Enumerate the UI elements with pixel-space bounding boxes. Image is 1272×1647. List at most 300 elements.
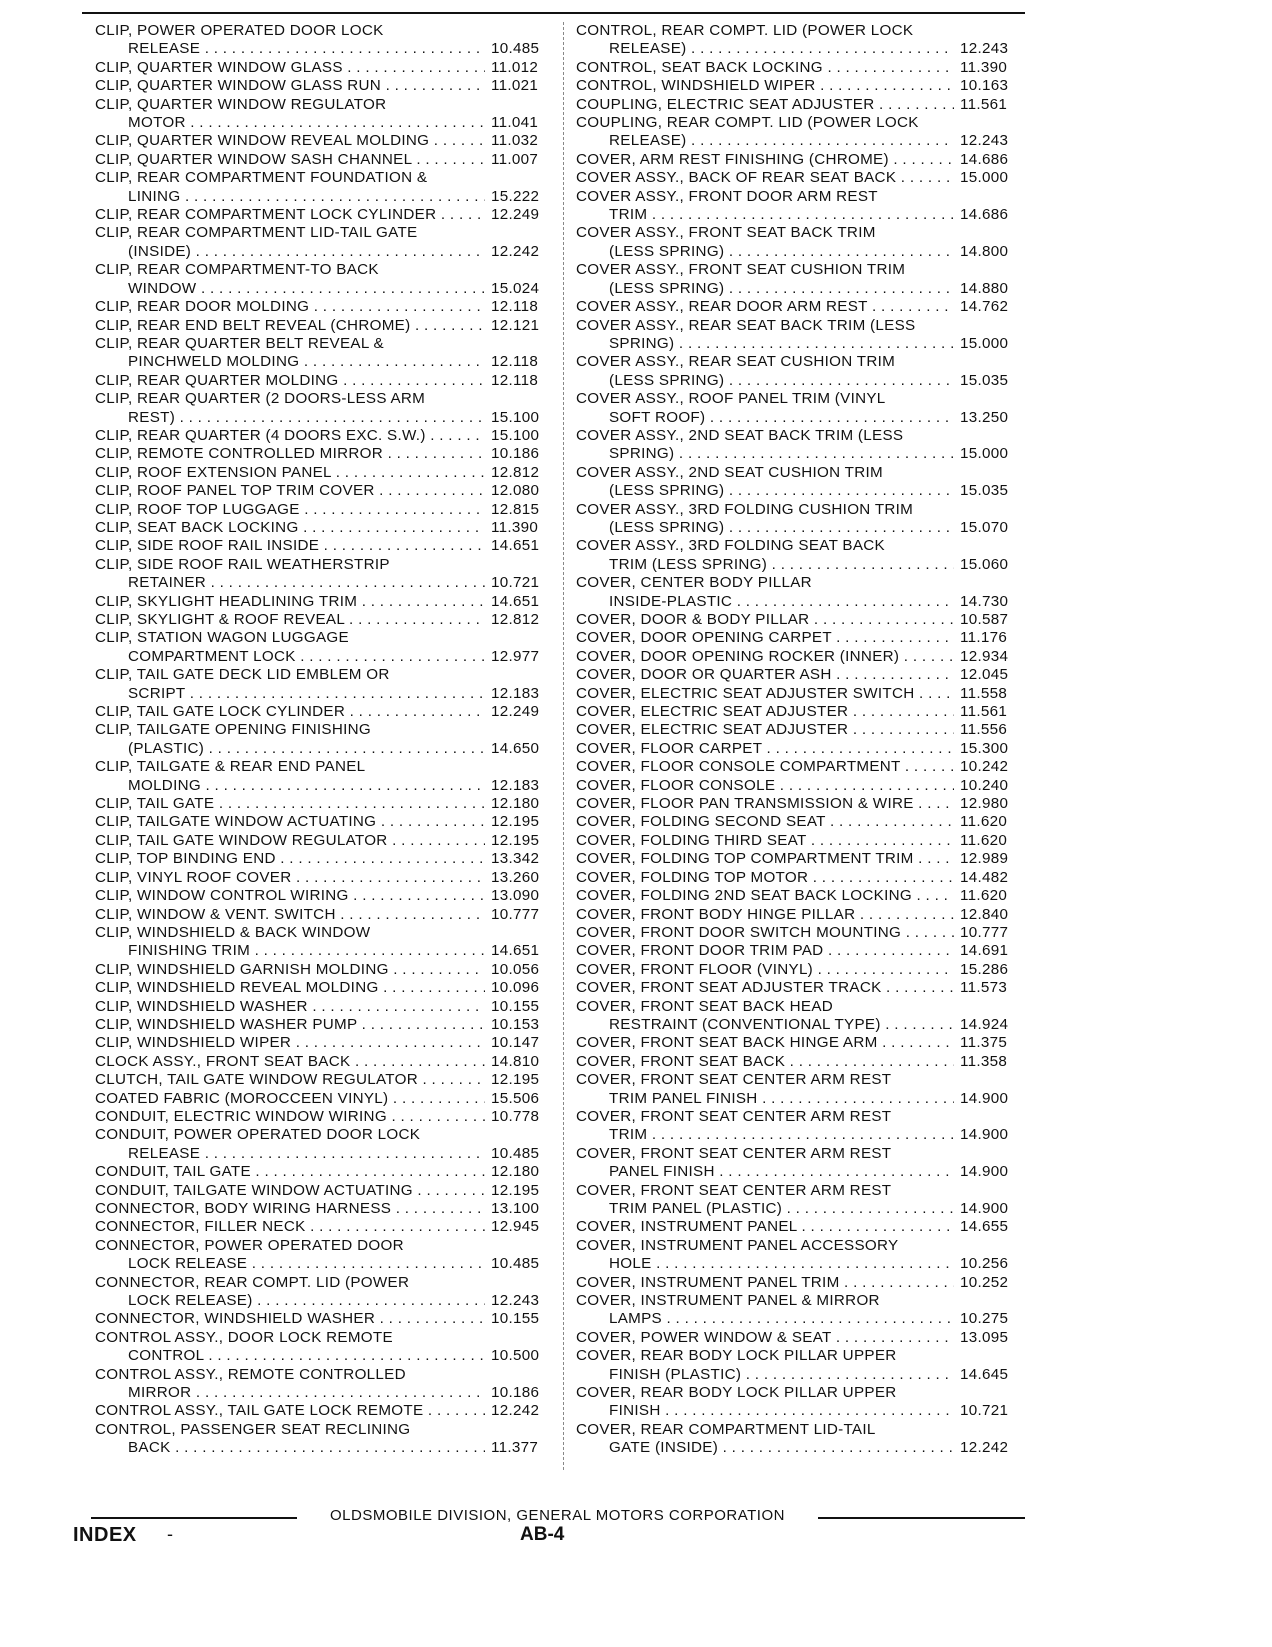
entry-text-line: CONTROL, PASSENGER SEAT RECLINING [95,1420,411,1438]
index-entry [95,59,555,77]
entry-reference-number: 14.651 [491,942,540,960]
entry-reference-number: 14.810 [491,1052,540,1070]
entry-text-line: CONNECTOR, WINDSHIELD WASHER . . . [95,1310,485,1328]
entry-reference-number: 14.924 [960,1015,1009,1033]
entry-text-line: CLIP, REAR QUARTER (2 DOORS-LESS ARM [95,390,426,408]
entry-text-line: COVER ASSY., ROOF PANEL TRIM (VINYL [576,390,886,408]
index-entry [95,482,555,500]
index-entry [576,758,1024,776]
entry-text-line: CONNECTOR, FILLER NECK . . . [95,1218,485,1236]
index-entry [576,685,1024,703]
entry-reference-number: 15.000 [960,169,1009,187]
entry-text-line: COVER, FLOOR PAN TRANSMISSION & WIRE . . . [576,795,954,813]
entry-text-line: CLIP, QUARTER WINDOW SASH CHANNEL . . . [95,151,485,169]
entry-text-line: CONTROL, WINDSHIELD WIPER . . . [576,77,954,95]
entry-text-line: CONTROL ASSY., REMOTE CONTROLLED [95,1365,406,1383]
entry-text-line: PINCHWELD MOLDING . . . [128,353,485,371]
index-entry [95,464,555,482]
entry-text-line: COMPARTMENT LOCK . . . [128,648,485,666]
entry-text-line: COVER, FOLDING TOP MOTOR . . . [576,869,954,887]
footer-rule-right [818,1517,1025,1519]
index-entry [95,427,555,445]
index-entry [95,151,555,169]
index-entry [95,832,555,850]
index-entry [576,740,1024,758]
index-entry [95,593,555,611]
entry-text-line: CLIP, REAR DOOR MOLDING . . . [95,298,485,316]
entry-text-line: COVER, ELECTRIC SEAT ADJUSTER . . . [576,703,954,721]
entry-text-line: COVER, FRONT SEAT CENTER ARM REST [576,1144,892,1162]
entry-text-line: COVER, FRONT SEAT BACK HEAD [576,997,834,1015]
entry-text-line: GATE (INSIDE) . . . [609,1439,954,1457]
index-entry [576,1292,1024,1329]
entry-text-line: COVER ASSY., BACK OF REAR SEAT BACK . . . [576,169,954,187]
entry-text-line: LOCK RELEASE . . . [128,1255,485,1273]
entry-text-line: CONTROL, REAR COMPT. LID (POWER LOCK [576,22,914,39]
entry-reference-number: 11.390 [491,518,539,536]
index-entry [95,390,555,427]
entry-text-line: COVER, REAR COMPARTMENT LID-TAIL [576,1420,876,1438]
index-column-left [95,22,555,1458]
entry-reference-number: 10.777 [491,905,540,923]
entry-reference-number: 14.651 [491,537,540,555]
entry-reference-number: 10.485 [491,1144,540,1162]
entry-text-line: COVER, ELECTRIC SEAT ADJUSTER SWITCH . . . [576,685,954,703]
entry-text-line: (LESS SPRING) . . . [609,519,954,537]
entry-reference-number: 14.655 [960,1218,1009,1236]
entry-reference-number: 10.155 [491,1310,540,1328]
index-entry [95,372,555,390]
entry-text-line: CLIP, QUARTER WINDOW REGULATOR [95,95,387,113]
footer-mark: - [167,1524,173,1544]
entry-text-line: CLIP, SIDE ROOF RAIL WEATHERSTRIP [95,555,390,573]
entry-reference-number: 14.900 [960,1126,1009,1144]
entry-text-line: CLIP, WINDSHIELD GARNISH MOLDING . . . [95,961,485,979]
index-entry [95,132,555,150]
index-entry [576,1182,1024,1219]
entry-text-line: (LESS SPRING) . . . [609,280,954,298]
entry-reference-number: 10.256 [960,1255,1009,1273]
entry-text-line: HOLE . . . [609,1255,954,1273]
index-entry [576,317,1024,354]
entry-reference-number: 12.183 [491,776,540,794]
entry-text-line: MIRROR . . . [128,1384,485,1402]
index-entry [95,1090,555,1108]
entry-text-line: CLIP, TOP BINDING END . . . [95,850,485,868]
entry-reference-number: 10.056 [491,960,540,978]
entry-reference-number: 10.163 [960,77,1009,95]
entry-text-line: COVER, INSTRUMENT PANEL . . . [576,1218,954,1236]
entry-reference-number: 12.180 [491,1163,540,1181]
entry-reference-number: 14.880 [960,279,1009,297]
entry-text-line: CLIP, REAR END BELT REVEAL (CHROME) . . . [95,317,485,335]
index-entry [576,1034,1024,1052]
entry-text-line: COVER ASSY., REAR DOOR ARM REST . . . [576,298,954,316]
entry-reference-number: 12.195 [491,813,540,831]
entry-text-line: COVER, ELECTRIC SEAT ADJUSTER . . . [576,721,954,739]
entry-reference-number: 10.485 [491,40,540,58]
entry-text-line: FINISH (PLASTIC) . . . [609,1366,954,1384]
entry-text-line: COVER, FLOOR CONSOLE COMPARTMENT . . . [576,758,954,776]
index-entry [95,22,555,59]
entry-text-line: CLIP, QUARTER WINDOW GLASS . . . [95,59,485,77]
index-entry [95,961,555,979]
entry-text-line: CONDUIT, ELECTRIC WINDOW WIRING . . . [95,1108,485,1126]
entry-reference-number: 12.840 [960,905,1009,923]
index-entry [576,298,1024,316]
entry-reference-number: 15.035 [960,371,1009,389]
entry-reference-number: 11.620 [960,813,1008,831]
entry-text-line: COUPLING, ELECTRIC SEAT ADJUSTER . . . [576,96,954,114]
entry-reference-number: 11.556 [960,721,1008,739]
index-entry [95,1402,555,1420]
entry-reference-number: 11.007 [491,150,539,168]
page-number: AB-4 [520,1524,565,1545]
entry-text-line: CLIP, QUARTER WINDOW REVEAL MOLDING . . . [95,132,485,150]
index-entry [576,611,1024,629]
index-entry [576,224,1024,261]
entry-reference-number: 12.045 [960,666,1009,684]
entry-text-line: PANEL FINISH . . . [609,1163,954,1181]
entry-text-line: CLIP, SIDE ROOF RAIL INSIDE . . . [95,537,485,555]
entry-text-line: COVER, FOLDING SECOND SEAT . . . [576,813,954,831]
index-entry [576,1237,1024,1274]
entry-text-line: CLIP, WINDSHIELD WIPER . . . [95,1034,485,1052]
entry-reference-number: 14.800 [960,242,1009,260]
entry-reference-number: 12.080 [491,482,540,500]
entry-reference-number: 15.286 [960,960,1009,978]
index-entry [95,1329,555,1366]
entry-text-line: COVER, CENTER BODY PILLAR [576,574,812,592]
entry-text-line: MOTOR . . . [128,114,485,132]
index-entry [95,298,555,316]
entry-reference-number: 14.686 [960,206,1009,224]
entry-reference-number: 12.815 [491,500,540,518]
index-entry [95,1108,555,1126]
entry-text-line: TRIM PANEL FINISH . . . [609,1090,954,1108]
entry-text-line: COVER, FRONT DOOR SWITCH MOUNTING . . . [576,924,954,942]
entry-reference-number: 10.721 [960,1402,1009,1420]
entry-text-line: CLIP, TAIL GATE DECK LID EMBLEM OR [95,666,390,684]
entry-text-line: COVER, FOLDING 2ND SEAT BACK LOCKING . . . [576,887,954,905]
entry-text-line: CONTROL, SEAT BACK LOCKING . . . [576,59,954,77]
entry-reference-number: 12.812 [491,463,540,481]
entry-text-line: INSIDE-PLASTIC . . . [609,593,954,611]
index-entry [576,1347,1024,1384]
entry-text-line: TRIM . . . [609,206,954,224]
entry-reference-number: 15.222 [491,187,540,205]
index-entry [576,390,1024,427]
entry-reference-number: 14.900 [960,1163,1009,1181]
index-entry [95,1366,555,1403]
index-entry [576,666,1024,684]
index-entry [95,1237,555,1274]
entry-reference-number: 12.118 [491,298,539,316]
entry-reference-number: 14.650 [491,739,540,757]
entry-text-line: LAMPS . . . [609,1310,954,1328]
index-entry [95,906,555,924]
entry-text-line: CLIP, WINDOW & VENT. SWITCH . . . [95,906,485,924]
entry-reference-number: 11.012 [491,58,539,76]
index-entry [576,832,1024,850]
entry-reference-number: 12.249 [491,206,540,224]
index-entry [95,1182,555,1200]
index-entry [95,445,555,463]
entry-text-line: CLIP, REAR QUARTER MOLDING . . . [95,372,485,390]
entry-reference-number: 13.342 [491,850,540,868]
entry-text-line: (LESS SPRING) . . . [609,482,954,500]
index-entry [576,979,1024,997]
index-entry [95,1071,555,1089]
entry-text-line: RESTRAINT (CONVENTIONAL TYPE) . . . [609,1016,954,1034]
index-entry [576,648,1024,666]
entry-reference-number: 10.240 [960,776,1009,794]
entry-text-line: CONDUIT, TAIL GATE . . . [95,1163,485,1181]
entry-text-line: COVER, FRONT FLOOR (VINYL) . . . [576,961,954,979]
entry-reference-number: 12.118 [491,371,539,389]
index-entry [576,169,1024,187]
index-entry [95,1034,555,1052]
index-entry [576,353,1024,390]
index-entry [95,813,555,831]
publisher-line: OLDSMOBILE DIVISION, GENERAL MOTORS CORPORATION [330,1507,785,1524]
entry-text-line: CONDUIT, TAILGATE WINDOW ACTUATING . . . [95,1182,485,1200]
entry-reference-number: 15.024 [491,279,540,297]
entry-text-line: COVER ASSY., 3RD FOLDING CUSHION TRIM [576,500,914,518]
entry-text-line: MOLDING . . . [128,777,485,795]
entry-text-line: CLIP, TAILGATE WINDOW ACTUATING . . . [95,813,485,831]
entry-text-line: SPRING) . . . [609,335,954,353]
index-entry [576,795,1024,813]
entry-text-line: SPRING) . . . [609,445,954,463]
entry-reference-number: 12.934 [960,647,1009,665]
index-entry [576,464,1024,501]
index-entry [95,206,555,224]
index-entry [95,519,555,537]
index-entry [576,629,1024,647]
entry-text-line: REST) . . . [128,409,485,427]
entry-text-line: CLIP, TAILGATE & REAR END PANEL [95,758,366,776]
entry-reference-number: 12.242 [491,242,540,260]
entry-text-line: CLIP, WINDSHIELD & BACK WINDOW [95,923,371,941]
index-entry [95,1218,555,1236]
index-entry [95,1016,555,1034]
index-entry [576,961,1024,979]
entry-reference-number: 12.121 [491,316,540,334]
entry-reference-number: 11.620 [960,831,1008,849]
index-entry [95,1274,555,1311]
index-entry [576,869,1024,887]
entry-reference-number: 10.242 [960,758,1009,776]
entry-text-line: SOFT ROOF) . . . [609,409,954,427]
entry-text-line: COVER, INSTRUMENT PANEL ACCESSORY [576,1236,899,1254]
entry-text-line: COVER, FRONT SEAT BACK HINGE ARM . . . [576,1034,954,1052]
index-entry [95,1126,555,1163]
index-entry [576,96,1024,114]
index-entry [95,335,555,372]
entry-text-line: CLIP, WINDSHIELD WASHER PUMP . . . [95,1016,485,1034]
entry-reference-number: 15.035 [960,482,1009,500]
entry-text-line: SCRIPT . . . [128,685,485,703]
index-entry [95,629,555,666]
index-entry [576,998,1024,1035]
entry-text-line: COVER, REAR BODY LOCK PILLAR UPPER [576,1347,897,1365]
entry-reference-number: 12.195 [491,1181,540,1199]
index-entry [95,1200,555,1218]
entry-text-line: CONDUIT, POWER OPERATED DOOR LOCK [95,1126,421,1144]
entry-text-line: COVER, FOLDING THIRD SEAT . . . [576,832,954,850]
entry-text-line: COVER, REAR BODY LOCK PILLAR UPPER [576,1384,897,1402]
entry-reference-number: 12.195 [491,1071,540,1089]
entry-text-line: CLIP, WINDSHIELD REVEAL MOLDING . . . [95,979,485,997]
index-entry [576,1053,1024,1071]
entry-text-line: CLIP, REMOTE CONTROLLED MIRROR . . . [95,445,485,463]
entry-text-line: COVER, FRONT DOOR TRIM PAD . . . [576,942,954,960]
entry-text-line: FINISH . . . [609,1402,954,1420]
entry-text-line: TRIM (LESS SPRING) . . . [609,556,954,574]
index-entry [576,114,1024,151]
index-entry [95,979,555,997]
entry-text-line: COVER, FLOOR CONSOLE . . . [576,777,954,795]
entry-text-line: RETAINER . . . [128,574,485,592]
entry-text-line: CLIP, REAR COMPARTMENT LID-TAIL GATE [95,224,418,242]
entry-reference-number: 15.000 [960,445,1009,463]
entry-reference-number: 10.153 [491,1015,540,1033]
entry-reference-number: 12.249 [491,703,540,721]
index-entry [576,537,1024,574]
entry-text-line: CLIP, TAIL GATE . . . [95,795,485,813]
entry-reference-number: 10.147 [491,1034,540,1052]
index-entry [95,1053,555,1071]
entry-reference-number: 12.812 [491,611,540,628]
entry-reference-number: 12.243 [960,40,1009,58]
entry-text-line: COVER, FRONT SEAT BACK . . . [576,1053,954,1071]
entry-text-line: CLIP, SKYLIGHT & ROOF REVEAL . . . [95,611,485,629]
index-entry [576,59,1024,77]
entry-reference-number: 15.100 [491,408,540,426]
entry-text-line: CLIP, REAR COMPARTMENT-TO BACK [95,261,379,279]
entry-text-line: CLIP, POWER OPERATED DOOR LOCK [95,22,384,39]
entry-reference-number: 11.561 [960,703,1008,721]
entry-reference-number: 11.021 [491,77,539,95]
entry-reference-number: 12.242 [960,1439,1009,1457]
index-entry [95,924,555,961]
entry-text-line: (LESS SPRING) . . . [609,243,954,261]
entry-text-line: CLIP, REAR COMPARTMENT LOCK CYLINDER . . . [95,206,485,224]
entry-text-line: COVER, FRONT BODY HINGE PILLAR . . . [576,906,954,924]
index-entry [576,427,1024,464]
top-rule [82,12,1025,14]
entry-reference-number: 10.186 [491,445,540,463]
index-entry [576,813,1024,831]
entry-reference-number: 14.730 [960,592,1009,610]
entry-reference-number: 14.691 [960,942,1009,960]
index-entry [576,721,1024,739]
entry-text-line: COVER, FOLDING TOP COMPARTMENT TRIM . . . [576,850,954,868]
entry-text-line: COVER ASSY., FRONT SEAT CUSHION TRIM [576,261,906,279]
entry-text-line: CONTROL ASSY., TAIL GATE LOCK REMOTE . . . [95,1402,485,1420]
index-entry [576,777,1024,795]
index-entry [576,1108,1024,1145]
entry-text-line: COVER, FRONT SEAT CENTER ARM REST [576,1181,892,1199]
index-entry [576,1145,1024,1182]
entry-text-line: COVER, DOOR & BODY PILLAR . . . [576,611,954,629]
index-entry [576,1384,1024,1421]
index-entry [95,317,555,335]
entry-reference-number: 15.100 [491,426,540,444]
entry-text-line: CLIP, SKYLIGHT HEADLINING TRIM . . . [95,593,485,611]
entry-text-line: COVER ASSY., 2ND SEAT BACK TRIM (LESS [576,426,904,444]
entry-text-line: COUPLING, REAR COMPT. LID (POWER LOCK [576,114,919,132]
index-entry [576,850,1024,868]
entry-text-line: CLIP, TAIL GATE LOCK CYLINDER . . . [95,703,485,721]
entry-reference-number: 10.587 [960,611,1009,628]
index-entry [576,22,1024,59]
entry-text-line: (INSIDE) . . . [128,243,485,261]
entry-text-line: COVER, INSTRUMENT PANEL & MIRROR [576,1292,880,1310]
entry-text-line: CLIP, ROOF PANEL TOP TRIM COVER . . . [95,482,485,500]
entry-reference-number: 15.000 [960,334,1009,352]
index-entry [95,998,555,1016]
index-entry [576,1274,1024,1292]
entry-reference-number: 13.095 [960,1328,1009,1346]
index-column-right [576,22,1024,1458]
entry-text-line: COVER, INSTRUMENT PANEL TRIM . . . [576,1274,954,1292]
entry-reference-number: 12.180 [491,795,540,813]
entry-text-line: RELEASE . . . [128,1145,485,1163]
index-entry [95,1421,555,1458]
entry-reference-number: 12.977 [491,647,540,665]
entry-text-line: COVER, FRONT SEAT ADJUSTER TRACK . . . [576,979,954,997]
index-entry [95,224,555,261]
index-entry [576,1071,1024,1108]
index-entry [576,906,1024,924]
entry-reference-number: 11.375 [960,1034,1008,1052]
entry-reference-number: 11.620 [960,887,1008,905]
entry-text-line: FINISHING TRIM . . . [128,942,485,960]
entry-reference-number: 13.260 [491,868,540,886]
index-entry [576,1218,1024,1236]
entry-text-line: COVER ASSY., FRONT DOOR ARM REST [576,187,878,205]
entry-reference-number: 10.275 [960,1310,1009,1328]
index-entry [95,261,555,298]
index-entry [576,887,1024,905]
entry-reference-number: 14.900 [960,1089,1009,1107]
entry-reference-number: 12.118 [491,353,539,371]
entry-reference-number: 11.558 [960,684,1008,702]
index-entry [95,721,555,758]
entry-reference-number: 11.176 [960,629,1008,647]
entry-reference-number: 14.651 [491,592,540,610]
index-entry [95,703,555,721]
entry-reference-number: 10.721 [491,574,540,592]
entry-text-line: CLIP, QUARTER WINDOW GLASS RUN . . . [95,77,485,95]
entry-reference-number: 12.945 [491,1218,540,1236]
entry-reference-number: 11.032 [491,132,539,150]
entry-text-line: COVER, POWER WINDOW & SEAT . . . [576,1329,954,1347]
entry-text-line: CLIP, REAR QUARTER BELT REVEAL & [95,334,384,352]
entry-reference-number: 11.041 [491,114,539,132]
entry-text-line: COVER, DOOR OPENING CARPET . . . [576,629,954,647]
entry-text-line: CLIP, REAR COMPARTMENT FOUNDATION & [95,169,428,187]
entry-text-line: CLOCK ASSY., FRONT SEAT BACK . . . [95,1053,485,1071]
index-entry [576,1329,1024,1347]
entry-text-line: CLIP, SEAT BACK LOCKING . . . [95,519,485,537]
entry-text-line: WINDOW . . . [128,280,485,298]
index-entry [95,169,555,206]
entry-text-line: TRIM . . . [609,1126,954,1144]
entry-reference-number: 13.100 [491,1200,540,1217]
